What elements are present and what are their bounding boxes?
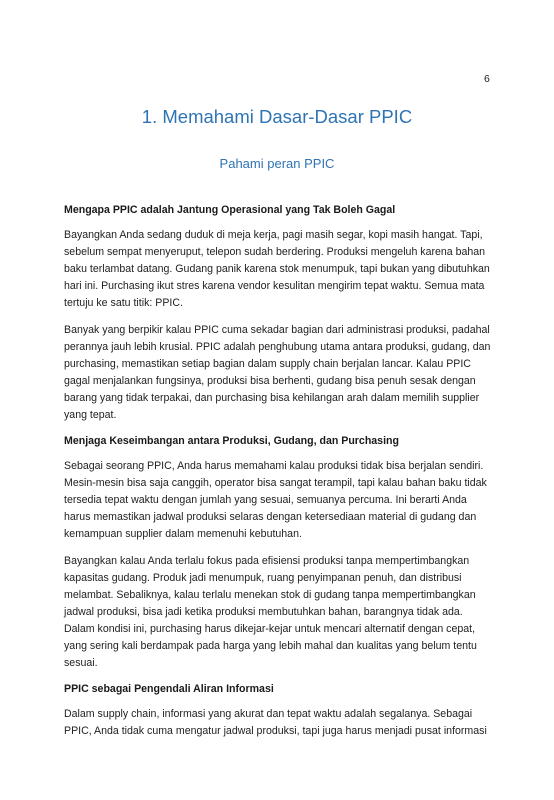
- paragraph-warehouse-capacity: Bayangkan kalau Anda terlalu fokus pada efisiensi produksi tanpa mempertimbangkan kapasitas gudang. Produk jadi menumpuk, ruang penyimpanan penuh, dan distribusi melambat. Sebaliknya, kalau terlalu menekan stok di gudang tanpa mempertimbangkan jadwal produksi, bisa jadi ketika produksi membutuhkan bahan, barangnya tidak ada. Dalam kondisi ini, purchasing harus dikejar-kejar untuk mencari alternatif dengan cepat, yang sering kali berdampak pada harga yang lebih mahal dan kualitas yang belum tentu sesuai.: [64, 555, 477, 669]
- paragraph-information-accuracy: Dalam supply chain, informasi yang akurat dan tepat waktu adalah segalanya. Sebagai PPIC, Anda tidak cuma mengatur jadwal produksi, tapi juga harus menjadi pusat informasi: [64, 708, 487, 737]
- chapter-title: 1. Memahami Dasar-Dasar PPIC: [141, 106, 413, 127]
- paragraph-intro: Bayangkan Anda sedang duduk di meja kerja, pagi masih segar, kopi masih hangat. Tapi, sebelum sempat menyeruput, telepon sudah berdering. Produksi mengeluh karena bahan baku terlambat datang. Gudang panik karena stok menumpuk, tapi bukan yang dibutuhkan hari ini. Purchasing ikut stres karena vendor kesulitan mengirim tepat waktu. Semua mata tertuju ke satu titik: PPIC.: [64, 229, 490, 309]
- subheading-information-flow: PPIC sebagai Pengendali Aliran Informasi: [64, 683, 274, 695]
- page-number: 6: [484, 73, 490, 85]
- paragraph-ppic-role: Banyak yang berpikir kalau PPIC cuma sekadar bagian dari administrasi produksi, padahal perannya jauh lebih krusial. PPIC adalah penghubung utama antara produksi, gudang, dan purchasing, memastikan setiap bagian dalam supply chain berjalan lancar. Kalau PPIC gagal menjalankan fungsinya, produksi bisa berhenti, gudang bisa penuh sesak dengan barang yang tidak terpakai, dan purchasing bisa kehilangan arah dalam memilih supplier yang tepat.: [64, 324, 491, 421]
- subheading-balance: Menjaga Keseimbangan antara Produksi, Gudang, dan Purchasing: [64, 435, 399, 447]
- subheading-ppic-heart: Mengapa PPIC adalah Jantung Operasional yang Tak Boleh Gagal: [64, 204, 396, 216]
- section-title: Pahami peran PPIC: [219, 156, 335, 171]
- document-body: [64, 203, 496, 750]
- paragraph-production-alignment: Sebagai seorang PPIC, Anda harus memahami kalau produksi tidak bisa berjalan sendiri. Mesin-mesin bisa saja canggih, operator bisa sangat terampil, tapi kalau bahan baku tidak tersedia tepat waktu dengan jumlah yang sesuai, semuanya percuma. Ini berarti Anda harus memastikan jadwal produksi selaras dengan ketersediaan material di gudang dan kemampuan supplier dalam memenuhi kebutuhan.: [64, 460, 487, 540]
